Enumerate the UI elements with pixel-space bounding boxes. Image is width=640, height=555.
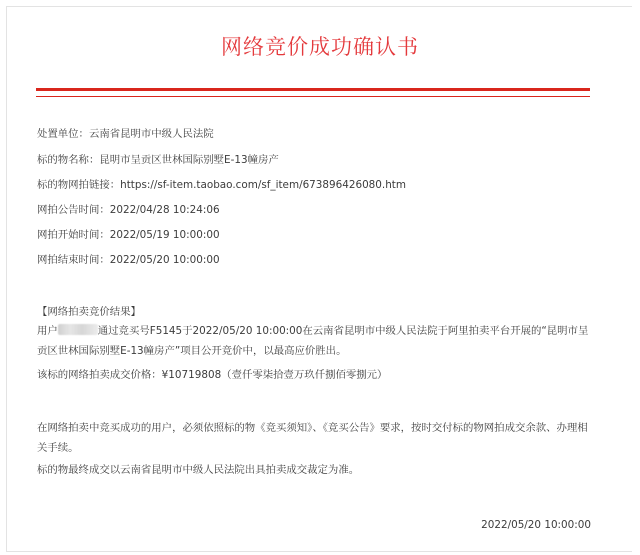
title-divider-thick xyxy=(36,88,590,91)
info-start-time: 网拍开始时间：2022/05/19 10:00:00 xyxy=(37,229,220,241)
masked-username xyxy=(58,324,98,335)
info-auction-link: 标的物网拍链接：https://sf-item.taobao.com/sf_item/673896426080.htm xyxy=(37,179,406,191)
issue-date: 2022/05/20 10:00:00 xyxy=(481,519,591,531)
page-title: 网络竞价成功确认书 xyxy=(221,35,419,59)
final-note: 标的物最终成交以云南省昆明市中级人民法院出具拍卖成交裁定为准。 xyxy=(37,464,360,476)
auction-link[interactable]: https://sf-item.taobao.com/sf_item/673896426080.htm xyxy=(120,179,406,191)
info-disposal-unit: 处置单位：云南省昆明市中级人民法院 xyxy=(37,128,214,140)
notice-paragraph: 在网络拍卖中竞买成功的用户，必须依照标的物《竞买须知》、《竞买公告》要求，按时交付标的物网拍成交余款、办理相关手续。 xyxy=(37,422,588,454)
info-item-name: 标的物名称：昆明市呈贡区世林国际别墅E-13幢房产 xyxy=(37,154,279,166)
title-divider-thin xyxy=(36,96,590,97)
info-end-time: 网拍结束时间：2022/05/20 10:00:00 xyxy=(37,254,220,266)
result-paragraph: 用户 通过竞买号F5145于2022/05/20 10:00:00在云南省昆明市中级人民法院于阿里拍卖平台开展的“昆明市呈贡区世林国际别墅E-13幢房产”项目公开竞价中，以最高应价胜出。 xyxy=(37,325,589,357)
info-announce-time: 网拍公告时间：2022/04/28 10:24:06 xyxy=(37,204,220,216)
result-heading: 【网络拍卖竞价结果】 xyxy=(37,306,141,318)
price-line: 该标的网络拍卖成交价格：¥10719808（壹仟零柒拾壹万玖仟捌佰零捌元） xyxy=(37,369,388,381)
